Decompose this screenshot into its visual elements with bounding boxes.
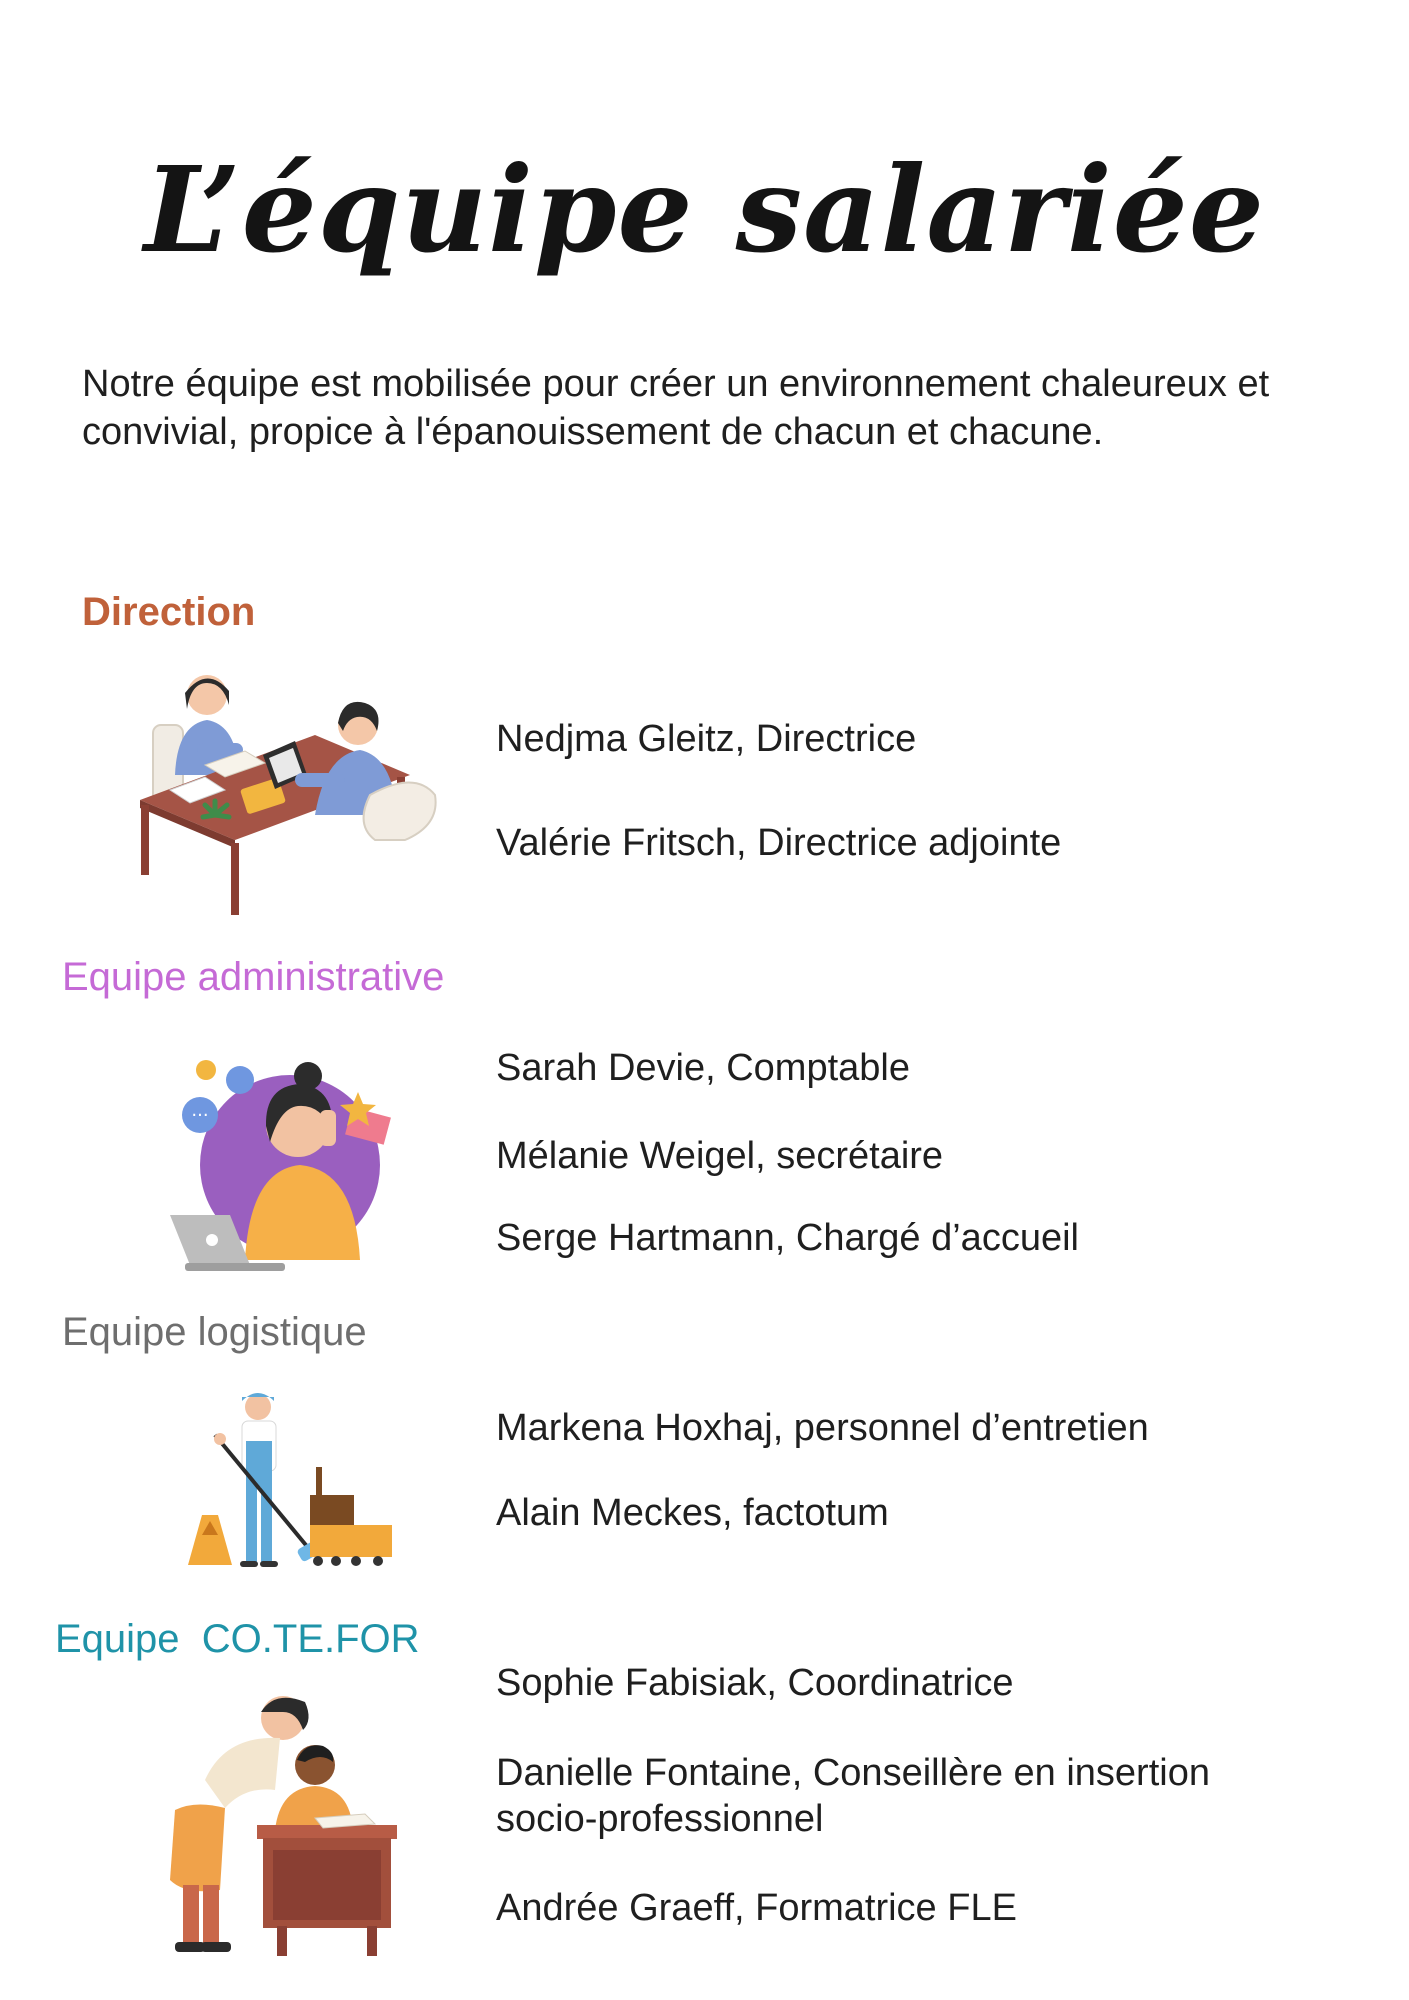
member-item: Danielle Fontaine, Conseillère en insertion socio-professionnel (496, 1752, 1210, 1840)
page-title: L’équipe salariée (144, 140, 1265, 279)
meeting-at-desk-illustration (135, 665, 455, 915)
cleaning-worker-illustration (180, 1385, 400, 1575)
member-item: Alain Meckes, factotum (496, 1492, 889, 1534)
member-item: Valérie Fritsch, Directrice adjointe (496, 822, 1062, 864)
member-item: Sarah Devie, Comptable (496, 1047, 910, 1089)
intro-text: Notre équipe est mobilisée pour créer un environnement chaleureux et convivial, propice à l'épanouissement de chacun et chacune. (82, 363, 1270, 453)
member-item: Sophie Fabisiak, Coordinatrice (496, 1662, 1014, 1704)
section-title-cotefor: Equipe CO.TE.FOR (55, 1617, 420, 1661)
member-item: Andrée Graeff, Formatrice FLE (496, 1887, 1017, 1929)
teacher-student-illustration (165, 1690, 405, 1960)
member-item: Markena Hoxhaj, personnel d’entretien (496, 1407, 1149, 1449)
member-item: Mélanie Weigel, secrétaire (496, 1135, 944, 1177)
section-title-administrative: Equipe administrative (62, 955, 445, 999)
svg-text:···: ··· (191, 1105, 209, 1126)
section-title-direction: Direction (82, 590, 256, 634)
member-item: Nedjma Gleitz, Directrice (496, 718, 917, 760)
section-title-logistique: Equipe logistique (62, 1310, 367, 1354)
woman-on-phone-illustration (170, 1050, 410, 1280)
member-item: Serge Hartmann, Chargé d’accueil (496, 1217, 1079, 1259)
